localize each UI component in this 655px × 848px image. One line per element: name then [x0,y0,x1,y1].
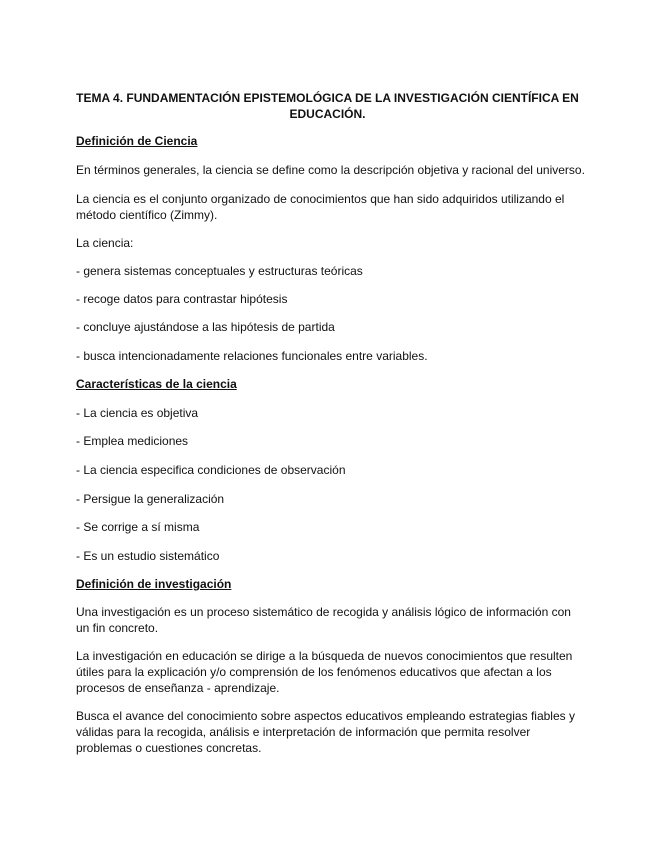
list-item-ciencia-3: - concluye ajustándose a las hipótesis de partida [76,320,335,334]
paragraph-ciencia-conjunto-line-2: método científico (Zimmy). [76,208,218,222]
list-item-caracteristica-3: - La ciencia especifica condiciones de observación [76,463,346,477]
list-item-caracteristica-1: - La ciencia es objetiva [76,406,199,420]
paragraph-avance-conocimiento-line-1: Busca el avance del conocimiento sobre aspectos educativos empleando estrategias fiables y [76,709,575,723]
paragraph-ciencia-conjunto-line-1: La ciencia es el conjunto organizado de conocimientos que han sido adquiridos utilizando el [76,192,565,206]
paragraph-investigacion-educacion-line-1: La investigación en educación se dirige a la búsqueda de nuevos conocimientos que resulten [76,649,573,663]
list-item-ciencia-1: - genera sistemas conceptuales y estructuras teóricas [76,264,363,278]
title-line-2: EDUCACIÓN. [289,107,366,121]
section-heading-definicion-investigacion: Definición de investigación [76,577,232,591]
document-title [70,90,585,122]
list-item-caracteristica-2: - Emplea mediciones [76,434,189,448]
paragraph-ciencia-definicion: En términos generales, la ciencia se define como la descripción objetiva y racional del universo. [76,163,585,177]
list-item-caracteristica-5: - Se corrige a sí misma [76,520,200,534]
list-item-caracteristica-4: - Persigue la generalización [76,492,225,506]
section-heading-definicion-ciencia: Definición de Ciencia [76,134,198,148]
paragraph-investigacion-proceso-line-1: Una investigación es un proceso sistemático de recogida y análisis lógico de información con [76,605,571,619]
list-item-caracteristica-6: - Es un estudio sistemático [76,549,220,563]
paragraph-avance-conocimiento-line-2: válidas para la recogida, análisis e interpretación de información que permita resolver [76,725,531,739]
paragraph-la-ciencia: La ciencia: [76,236,134,250]
list-item-ciencia-2: - recoge datos para contrastar hipótesis [76,292,288,306]
paragraph-investigacion-educacion-line-3: procesos de enseñanza - aprendizaje. [76,681,280,695]
title-line-1: TEMA 4. FUNDAMENTACIÓN EPISTEMOLÓGICA DE LA INVESTIGACIÓN CIENTÍFICA EN [76,91,579,105]
paragraph-investigacion-proceso-line-2: un fin concreto. [76,621,159,635]
section-heading-caracteristicas: Características de la ciencia [76,377,237,391]
paragraph-avance-conocimiento-line-3: problemas o cuestiones concretas. [76,741,262,755]
paragraph-investigacion-educacion-line-2: útiles para la explicación y/o comprensión de los fenómenos educativos que afectan a los [76,665,552,679]
list-item-ciencia-4: - busca intencionadamente relaciones funcionales entre variables. [76,349,428,363]
